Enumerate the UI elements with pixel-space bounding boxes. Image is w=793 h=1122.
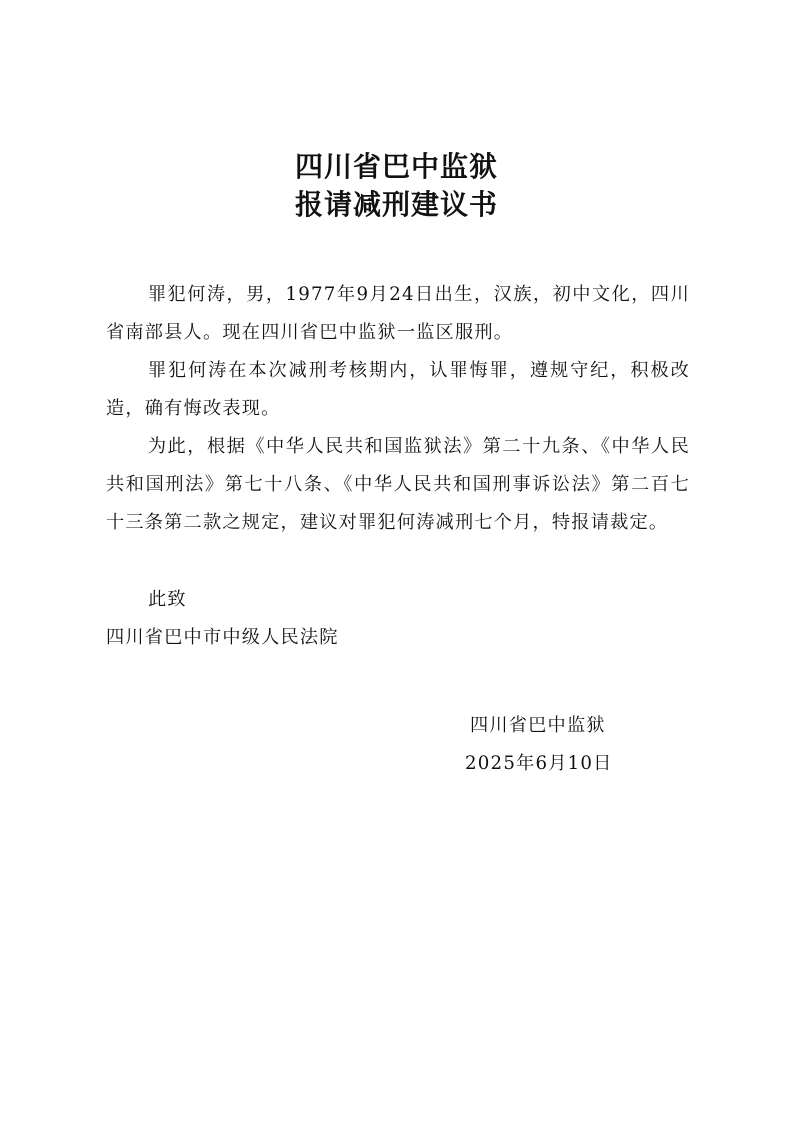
signature-date: 2025年6月10日 bbox=[465, 753, 613, 774]
closing-greeting: 此致 bbox=[148, 589, 187, 610]
recipient-court: 四川省巴中市中级人民法院 bbox=[106, 627, 339, 648]
paragraph-performance: 罪犯何涛在本次减刑考核期内，认罪悔罪，遵规守纪，积极改造，确有悔改表现。 bbox=[106, 360, 690, 419]
paragraph-legal-basis: 为此，根据《中华人民共和国监狱法》第二十九条、《中华人民共和国刑法》第七十八条、《中华人民共和国刑事诉讼法》第二百七十三条第二款之规定，建议对罪犯何涛减刑七个月，特报请裁定。 bbox=[106, 436, 690, 533]
paragraph-offender-info: 罪犯何涛，男，1977年9月24日出生，汉族，初中文化，四川省南部县人。现在四川省巴中监狱一监区服刑。 bbox=[106, 284, 690, 343]
signature-organization: 四川省巴中监狱 bbox=[470, 715, 606, 736]
document-title-line-2: 报请减刑建议书 bbox=[294, 188, 498, 221]
document-body bbox=[106, 276, 690, 542]
document-title-line-1: 四川省巴中监狱 bbox=[294, 150, 498, 183]
